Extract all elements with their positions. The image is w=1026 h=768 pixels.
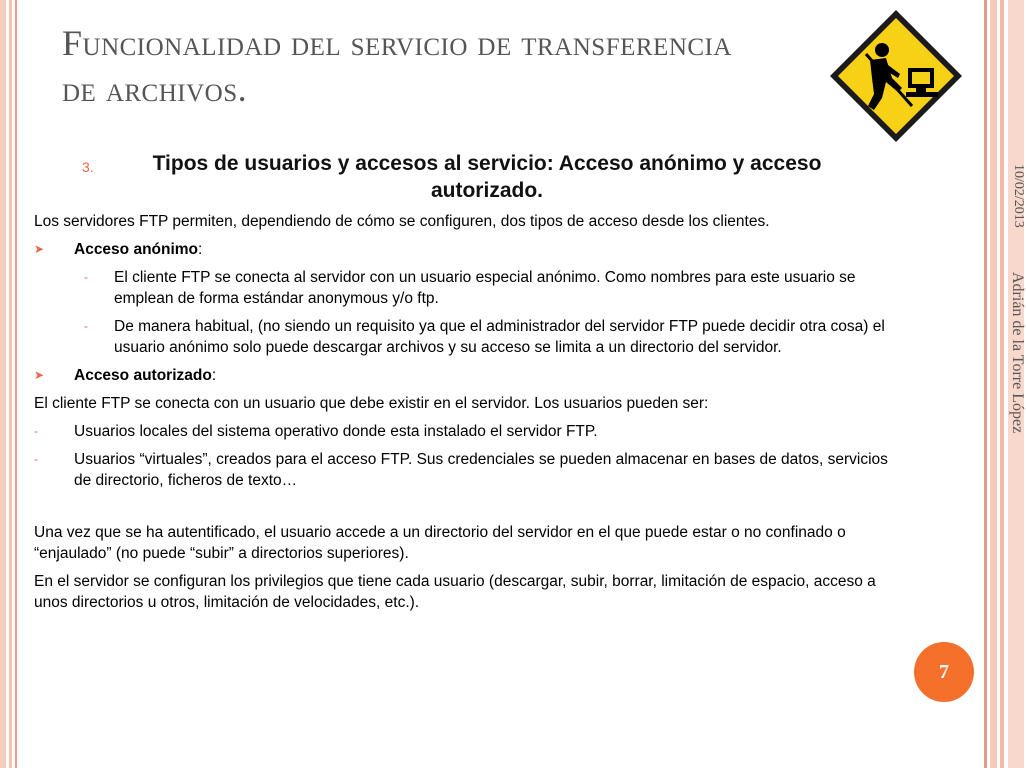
auth-intro-paragraph: El cliente FTP se conecta con un usuario que debe existir en el servidor. Los usuarios pueden ser: [34, 395, 709, 412]
bullet-auth-access: ➤ Acceso autorizado: [34, 367, 217, 384]
dash-bullet-icon: - [84, 319, 88, 333]
heading-text: Tipos de usuarios y accesos al servicio: Acceso anónimo y acceso autorizado. [152, 152, 822, 202]
slide-author: Adrián de la Torre López [1009, 272, 1026, 434]
intro-paragraph: Los servidores FTP permiten, dependiendo de cómo se configuren, dos tipos de acceso desde los clientes. [34, 213, 770, 230]
list-item: - El cliente FTP se conecta al servidor con un usuario especial anónimo. Como nombres para este usuario se emplean de forma estándar anonymous y/o ftp. [84, 269, 856, 307]
closing-paragraph: En el servidor se configuran los privilegios que tiene cada usuario (descargar, subir, borrar, limitación de espacio, acceso a unos directorios u otros, limitación de velocidades, etc.). [34, 573, 876, 611]
heading-number: 3. [82, 159, 94, 175]
left-decorative-border [0, 0, 18, 768]
page-number: 7 [939, 660, 949, 683]
dash-bullet-icon: - [34, 452, 38, 466]
arrow-bullet-icon: ➤ [34, 242, 45, 256]
closing-paragraph: Una vez que se ha autentificado, el usuario accede a un directorio del servidor en el que puede estar o no confinado o “enjaulado” (no puede “subir” a directorios superiores). [34, 524, 846, 562]
dash-bullet-icon: - [84, 270, 88, 284]
slide-content [34, 150, 894, 613]
arrow-bullet-icon: ➤ [34, 368, 45, 382]
auth-access-label: Acceso autorizado [74, 367, 212, 384]
slide-date: 10/02/2013 [1011, 164, 1026, 228]
construction-worker-sign-icon [826, 6, 966, 146]
list-item: - Usuarios “virtuales”, creados para el acceso FTP. Sus credenciales se pueden almacenar en bases de datos, servicios de directorio, ficheros de texto… [34, 451, 888, 489]
section-heading [34, 150, 894, 204]
anon-access-label: Acceso anónimo [74, 241, 199, 258]
dash-bullet-icon: - [34, 424, 38, 438]
page-number-badge [914, 642, 974, 702]
list-item: - Usuarios locales del sistema operativo donde esta instalado el servidor FTP. [34, 423, 598, 440]
bullet-anon-access: ➤ Acceso anónimo: [34, 241, 203, 258]
slide-title: Funcionalidad del servicio de transferencia de archivos. [62, 23, 732, 109]
list-item: - De manera habitual, (no siendo un requisito ya que el administrador del servidor FTP puede decidir otra cosa) el usuario anónimo solo puede descargar archivos y su acceso se limita a un directorio del servidor. [84, 318, 885, 356]
